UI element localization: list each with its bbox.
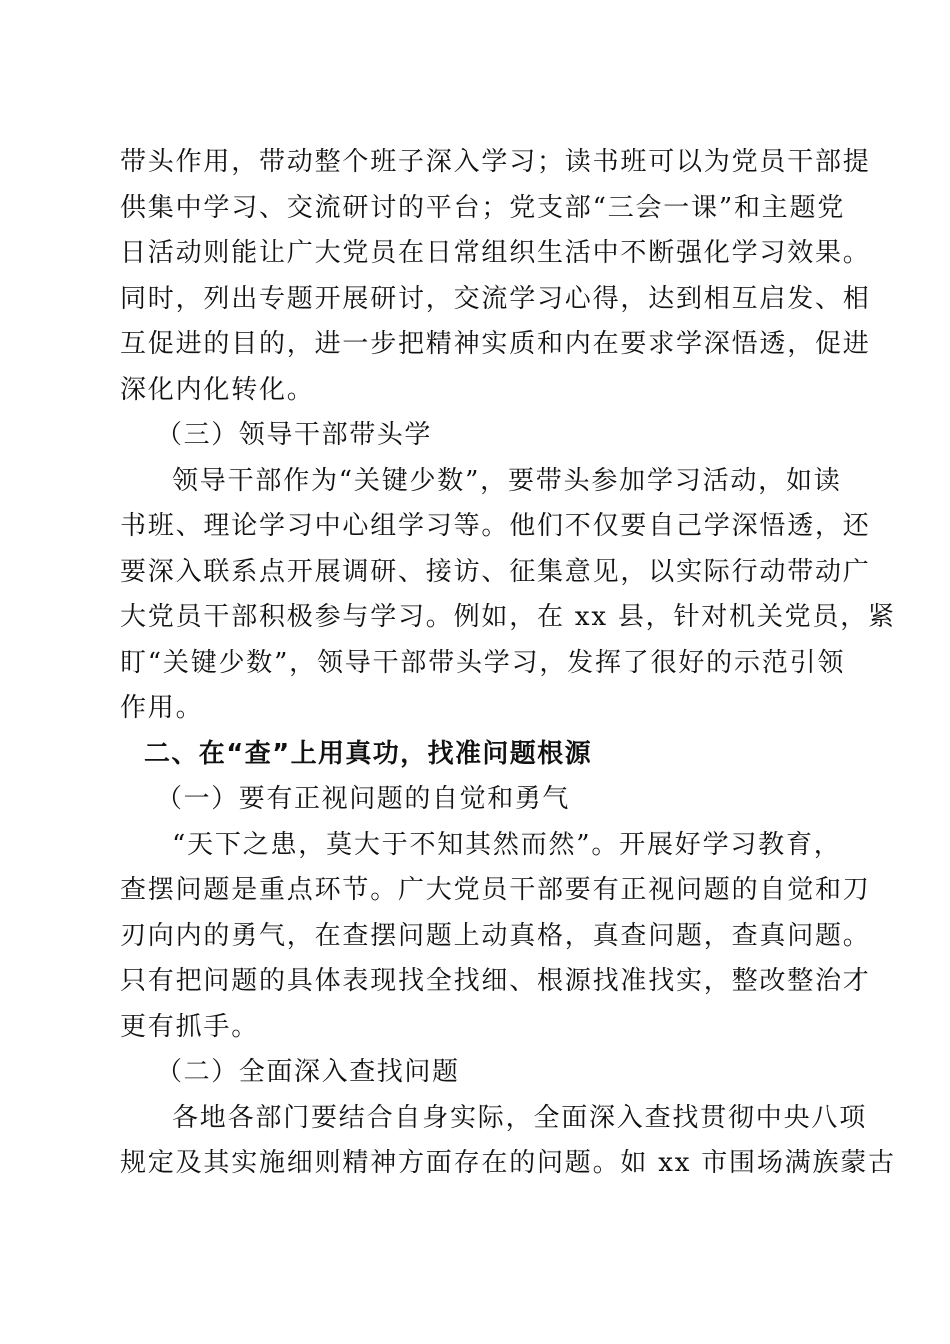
paragraph-line: 规定及其实施细则精神方面存在的问题。如 xx 市围场满族蒙古 <box>120 1148 896 1178</box>
paragraph-line: 只有把问题的具体表现找全找细、根源找准找实，整改整治才 <box>120 966 871 996</box>
paragraph-line: 更有抓手。 <box>120 1011 260 1042</box>
paragraph-line: 供集中学习、交流研讨的平台；党支部“三会一课”和主题党 <box>120 192 846 223</box>
paragraph-2 <box>120 459 896 732</box>
paragraph-4 <box>120 1096 896 1187</box>
paragraph-line: 大党员干部积极参与学习。例如，在 xx 县，针对机关党员，紧 <box>120 602 896 632</box>
paragraph-line: 刃向内的勇气，在查摆问题上动真格，真查问题，查真问题。 <box>120 920 871 951</box>
paragraph-1 <box>120 140 871 413</box>
document-body <box>120 140 896 1187</box>
subheading-find-problems: （二）全面深入查找问题 <box>156 1057 460 1087</box>
paragraph-line: 作用。 <box>120 693 204 723</box>
subheading-face-problems: （一）要有正视问题的自觉和勇气 <box>156 784 571 814</box>
paragraph-line: 盯“关键少数”，领导干部带头学习，发挥了很好的示范引领 <box>120 647 846 678</box>
paragraph-line: 各地各部门要结合自身实际，全面深入查找贯彻中央八项 <box>172 1102 868 1133</box>
paragraph-line: 查摆问题是重点环节。广大党员干部要有正视问题的自觉和刀 <box>120 875 871 905</box>
paragraph-line: 互促进的目的，进一步把精神实质和内在要求学深悟透，促进 <box>120 329 871 359</box>
paragraph-3 <box>120 823 871 1051</box>
paragraph-line: 领导干部作为“关键少数”，要带头参加学习活动，如读 <box>172 465 842 496</box>
paragraph-line: 日活动则能让广大党员在日常组织生活中不断强化学习效果。 <box>120 238 871 268</box>
paragraph-line: 带头作用，带动整个班子深入学习；读书班可以为党员干部提 <box>120 147 871 177</box>
paragraph-line: 同时，列出专题开展研讨，交流学习心得，达到相互启发、相 <box>120 283 871 314</box>
paragraph-line: 书班、理论学习中心组学习等。他们不仅要自己学深悟透，还 <box>120 511 871 541</box>
section-heading-check: 二、在“查”上用真功，找准问题根源 <box>144 738 592 769</box>
subheading-leaders-study: （三）领导干部带头学 <box>156 420 433 450</box>
paragraph-line: 要深入联系点开展调研、接访、征集意见，以实际行动带动广 <box>120 556 871 587</box>
paragraph-line: 深化内化转化。 <box>120 374 315 405</box>
paragraph-line: “天下之患，莫大于不知其然而然”。开展好学习教育， <box>172 829 842 860</box>
